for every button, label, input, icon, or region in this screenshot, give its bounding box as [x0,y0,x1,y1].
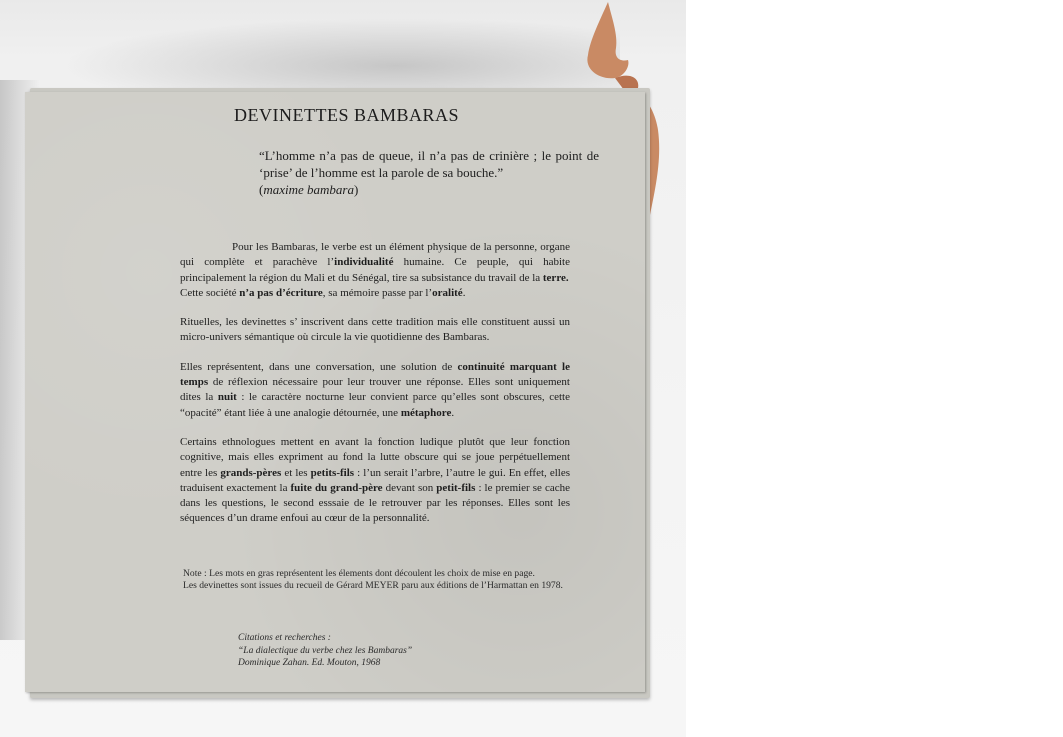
bold-keyword: n’a pas d’écriture [239,286,323,299]
text-run: : le premier se cache dans les questions, le second esssaie de le retrouver par les réponses. Elles sont les séquences d’un drame enfoui au cœur de la personnalité. [180,481,570,525]
text-run: et les [281,466,311,479]
quote-attribution-open: ( [259,182,264,197]
text-run: Elles représentent, dans une conversation, une solution de [180,360,458,373]
body-paragraph [180,315,570,346]
text-run: : le caractère nocturne leur convient parce qu’elles sont obscures, cette “opacité” étant liée à une analogie détournée, une [180,391,570,419]
page-title: DEVINETTES BAMBARAS [234,105,460,125]
epigraph-quote [259,147,599,198]
quote-attribution: maxime bambara [263,182,354,197]
text-run: de réflexion nécessaire pour leur trouver une réponse. Elles sont uniquement dites la [180,376,570,404]
reference-author: Dominique Zahan. Ed. Mouton, 1968 [238,658,381,668]
text-run: devant son [382,481,437,494]
body-paragraph [180,240,570,301]
text-run: . [451,406,455,419]
text-run: Certains ethnologues mettent en avant la fonction ludique plutôt que leur fonction cognitive, mais elles expriment au fond la lutte obscure qui se joue perpétuellement entre les [180,435,570,479]
note-line: Les devinettes sont issues du recueil de Gérard MEYER paru aux éditions de l’Harmattan en 1978. [183,580,563,592]
bold-keyword: grands-pères [220,466,282,479]
bold-keyword: terre. [542,271,569,284]
references-heading: Citations et recherches : [238,633,331,643]
body-paragraph [180,435,570,527]
bold-keyword: petit-fils [436,481,476,494]
body-paragraph [180,360,570,421]
text-run: Cette société [180,286,240,299]
quote-text: “L’homme n’a pas de queue, il n’a pas de crinière ; le point de ‘prise’ de l’homme est la parole de sa bouche.” [259,148,599,180]
note [183,568,573,593]
text-run: Pour les Bambaras, le verbe est un élément physique de la personne, organe qui complète et parachève l’ [180,241,570,269]
bold-keyword: oralité [432,286,463,299]
quote-attribution-close: ) [353,182,359,197]
text-run: : l’un serait l’arbre, l’autre le gui. En effet, elles traduisent exactement la [180,466,570,494]
bold-keyword: fuite du grand-père [290,481,383,494]
text-run: humaine. Ce peuple, qui habite principalement la région du Mali et du Sénégal, tire sa subsistance du travail de la [180,256,570,284]
reference-title: “La dialectique du verbe chez les Bambaras” [238,645,413,656]
bold-keyword: individualité [334,256,394,269]
text-run: . [462,286,466,299]
bold-keyword: petits-fils [310,466,355,479]
bold-keyword: continuité marquant le temps [180,360,570,389]
note-line: Note : Les mots en gras représentent les élements dont découlent les choix de mise en page. [183,568,535,579]
bold-keyword: nuit [217,391,237,404]
text-run: , sa mémoire passe par l’ [322,286,433,299]
bold-keyword: métaphore [400,406,452,419]
printed-card [25,92,645,692]
shadow [60,18,620,98]
blank-area [686,0,1063,737]
text-run: Rituelles, les devinettes s’ inscrivent dans cette tradition mais elle constituent aussi un micro-univers sémantique où circule la vie quotidienne des Bambaras. [180,316,570,344]
references [238,632,538,670]
body-text [180,240,570,541]
